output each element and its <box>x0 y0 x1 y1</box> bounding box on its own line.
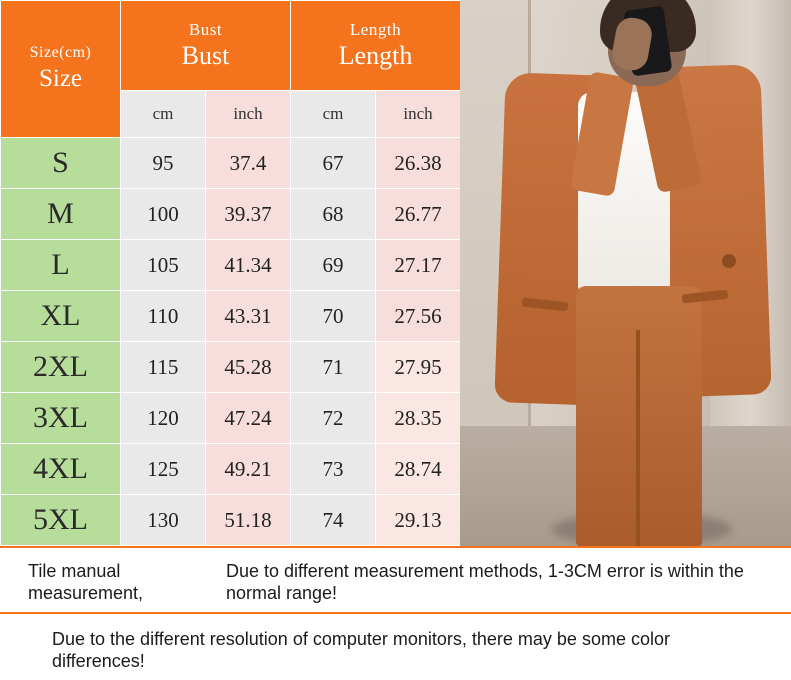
table-row <box>1 291 461 342</box>
size-table <box>0 0 461 546</box>
row-length-inch: 27.95 <box>376 342 461 393</box>
row-length-cm: 72 <box>291 393 376 444</box>
row-size: 4XL <box>1 444 121 495</box>
header-bust-small: Bust <box>188 19 223 39</box>
row-bust-inch: 45.28 <box>206 342 291 393</box>
measurement-note-right: Due to different measurement methods, 1-3CM error is within the normal range! <box>226 561 744 603</box>
header-bust <box>121 1 291 91</box>
table-row <box>1 240 461 291</box>
color-note-text: Due to the different resolution of computer monitors, there may be some color differences! <box>52 629 670 671</box>
row-length-cm: 74 <box>291 495 376 546</box>
unit-length-cm: cm <box>291 91 376 138</box>
table-row <box>1 495 461 546</box>
row-bust-cm: 95 <box>121 138 206 189</box>
unit-length-inch: inch <box>376 91 461 138</box>
row-bust-inch: 39.37 <box>206 189 291 240</box>
row-bust-cm: 110 <box>121 291 206 342</box>
row-bust-inch: 37.4 <box>206 138 291 189</box>
table-header-row <box>1 1 461 91</box>
photo-cuff-button <box>722 254 736 268</box>
row-bust-cm: 130 <box>121 495 206 546</box>
row-length-inch: 29.13 <box>376 495 461 546</box>
row-length-cm: 73 <box>291 444 376 495</box>
row-length-inch: 26.38 <box>376 138 461 189</box>
row-length-cm: 68 <box>291 189 376 240</box>
row-bust-inch: 51.18 <box>206 495 291 546</box>
row-length-cm: 70 <box>291 291 376 342</box>
unit-bust-inch: inch <box>206 91 291 138</box>
row-size: S <box>1 138 121 189</box>
row-size: 5XL <box>1 495 121 546</box>
photo-pants-seam <box>636 330 640 546</box>
measurement-note-left: Tile manual measurement, <box>28 561 144 603</box>
row-length-cm: 67 <box>291 138 376 189</box>
row-size: 3XL <box>1 393 121 444</box>
row-bust-cm: 115 <box>121 342 206 393</box>
row-length-cm: 69 <box>291 240 376 291</box>
row-length-inch: 28.74 <box>376 444 461 495</box>
row-size: M <box>1 189 121 240</box>
row-length-inch: 28.35 <box>376 393 461 444</box>
header-size-big: Size <box>38 65 83 92</box>
row-bust-inch: 47.24 <box>206 393 291 444</box>
table-row <box>1 189 461 240</box>
table-row <box>1 444 461 495</box>
header-length <box>291 1 461 91</box>
row-size: 2XL <box>1 342 121 393</box>
table-row <box>1 393 461 444</box>
row-bust-cm: 120 <box>121 393 206 444</box>
product-photo <box>460 0 791 546</box>
color-note <box>0 614 791 680</box>
header-length-big: Length <box>338 40 413 70</box>
header-length-small: Length <box>349 19 402 39</box>
table-row <box>1 138 461 189</box>
row-length-inch: 27.56 <box>376 291 461 342</box>
row-bust-inch: 43.31 <box>206 291 291 342</box>
header-size <box>1 1 121 138</box>
row-size: L <box>1 240 121 291</box>
row-bust-cm: 125 <box>121 444 206 495</box>
row-bust-cm: 100 <box>121 189 206 240</box>
row-length-cm: 71 <box>291 342 376 393</box>
row-length-inch: 27.17 <box>376 240 461 291</box>
row-bust-inch: 49.21 <box>206 444 291 495</box>
measurement-note <box>0 546 791 614</box>
unit-bust-cm: cm <box>121 91 206 138</box>
row-bust-cm: 105 <box>121 240 206 291</box>
table-row <box>1 342 461 393</box>
row-length-inch: 26.77 <box>376 189 461 240</box>
row-bust-inch: 41.34 <box>206 240 291 291</box>
row-size: XL <box>1 291 121 342</box>
header-bust-big: Bust <box>181 40 230 70</box>
header-size-small: Size(cm) <box>29 44 92 61</box>
